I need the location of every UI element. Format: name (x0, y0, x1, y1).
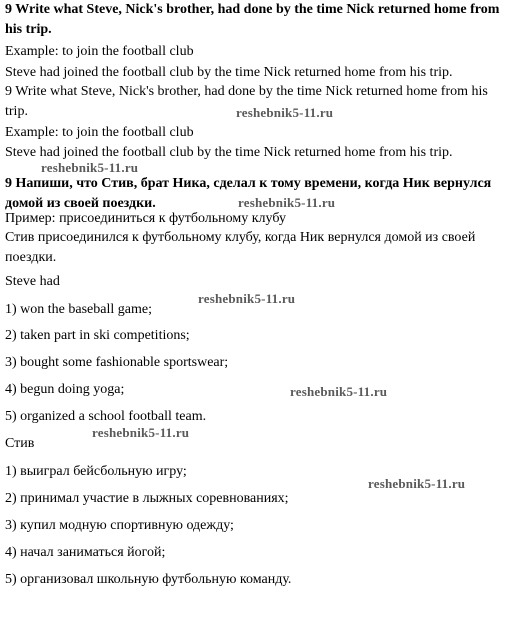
watermark: reshebnik5-11.ru (41, 160, 139, 175)
example-sentence-en: Steve had joined the football club by the time Nick returned home from his trip. (5, 65, 453, 80)
example-en-repeat: Example: to join the football club (5, 125, 194, 140)
watermark: reshebnik5-11.ru (236, 105, 334, 120)
watermark: reshebnik5-11.ru (198, 291, 296, 306)
watermark: reshebnik5-11.ru (368, 476, 466, 491)
answers-en-intro: Steve had (5, 274, 60, 289)
answer-en-3: 3) bought some fashionable sportswear; (5, 355, 229, 370)
answer-ru-5: 5) организовал школьную футбольную команду. (5, 572, 292, 587)
example-en: Example: to join the football club (5, 44, 194, 59)
example-sentence-ru: Стив присоединился к футбольному клубу, когда Ник вернулся домой из своей поездки. (5, 230, 476, 265)
task-heading-ru: 9 Напиши, что Стив, брат Ника, сделал к тому времени, когда Ник вернулся домой из своей поездки. (5, 176, 492, 211)
example-ru: Пример: присоединиться к футбольному клубу (5, 211, 286, 226)
answer-en-1: 1) won the baseball game; (5, 302, 152, 317)
answer-en-4: 4) begun doing yoga; (5, 382, 125, 397)
watermark: reshebnik5-11.ru (290, 384, 388, 399)
answer-ru-2: 2) принимал участие в лыжных соревнованиях; (5, 491, 289, 506)
task-heading-en: 9 Write what Steve, Nick's brother, had done by the time Nick returned home from his trip. (5, 2, 500, 37)
answer-ru-4: 4) начал заниматься йогой; (5, 545, 166, 560)
answer-en-5: 5) organized a school football team. (5, 409, 207, 424)
answer-en-2: 2) taken part in ski competitions; (5, 328, 190, 343)
task-repeat-en: 9 Write what Steve, Nick's brother, had done by the time Nick returned home from his trip. (5, 84, 488, 119)
answers-ru-intro: Стив (5, 436, 35, 451)
watermark: reshebnik5-11.ru (92, 425, 190, 440)
watermark: reshebnik5-11.ru (238, 195, 336, 210)
answer-ru-3: 3) купил модную спортивную одежду; (5, 518, 234, 533)
answer-ru-1: 1) выиграл бейсбольную игру; (5, 464, 187, 479)
example-sentence-en-repeat: Steve had joined the football club by the time Nick returned home from his trip. (5, 145, 453, 160)
